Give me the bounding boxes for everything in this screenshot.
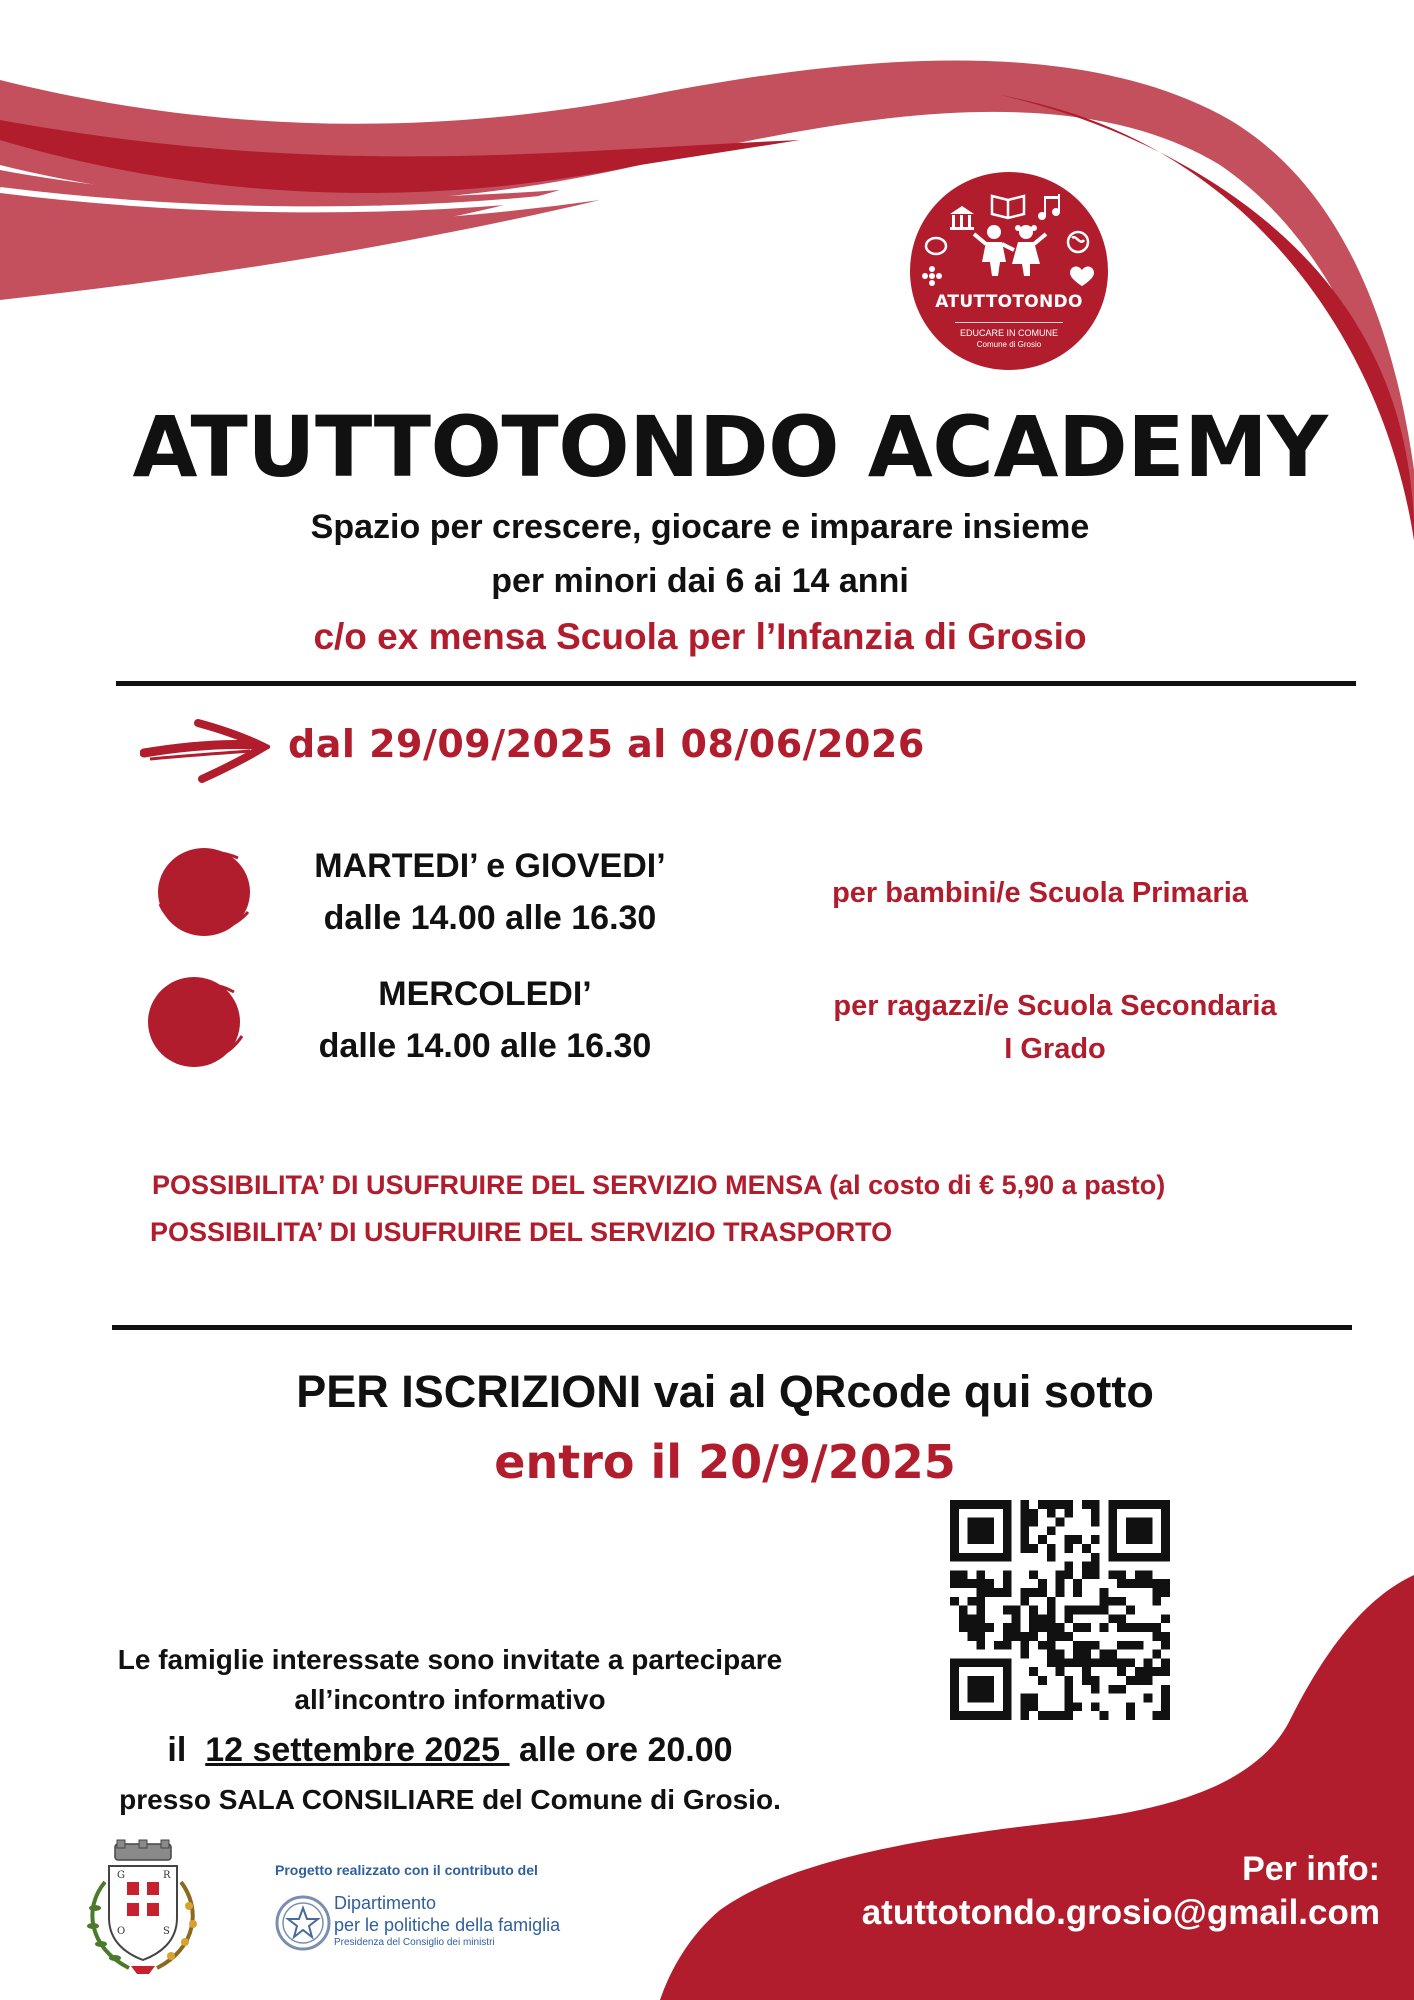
crest-letter-o: O [117, 1926, 126, 1937]
music-icon [1038, 194, 1060, 220]
meeting-line-1: Le famiglie interessate sono invitate a partecipare [117, 1644, 783, 1675]
enrollment-suffix: vai al QRcode qui sotto [641, 1366, 1154, 1417]
target-secondary-line-1: per ragazzi/e Scuola Secondaria [833, 990, 1277, 1022]
location-text: c/o ex mensa Scuola per l’Infanzia di Grosio [313, 616, 1087, 657]
sponsor-name-line-1: Dipartimento [334, 1893, 437, 1913]
sponsor-name-line-2: per le politiche della famiglia [334, 1915, 561, 1935]
enrollment-heading [120, 1366, 1330, 1418]
contact-email-link[interactable]: atuttotondo.grosio@gmail.com [861, 1893, 1380, 1932]
schedule-primary-hours: dalle 14.00 alle 16.30 [323, 899, 657, 937]
arrow-right-icon [140, 715, 270, 785]
logo-divider [955, 322, 1063, 323]
target-primary [760, 872, 1320, 915]
target-secondary [760, 985, 1350, 1071]
sponsor-intro: Progetto realizzato con il contributo del [275, 1862, 538, 1878]
meeting-time: alle ore 20.00 [509, 1731, 733, 1769]
qr-code[interactable] [950, 1500, 1170, 1720]
subtitle-line-1: Spazio per crescere, giocare e imparare insieme [310, 508, 1090, 546]
schedule-secondary-days: MERCOLEDI’ [378, 975, 592, 1013]
atuttotondo-logo [910, 172, 1108, 370]
red-dot-icon [148, 842, 258, 942]
crest-letter-r: R [163, 1870, 171, 1881]
divider-top [116, 681, 1356, 686]
schedule-secondary-hours: dalle 14.00 alle 16.30 [318, 1027, 652, 1065]
brain-icon [1068, 232, 1088, 252]
book-icon [992, 196, 1024, 218]
republic-emblem-icon [272, 1892, 334, 1954]
crest-letter-g: G [117, 1870, 125, 1881]
red-dot-icon [140, 972, 250, 1072]
heart-icon [1070, 266, 1094, 286]
enrollment-prefix: PER ISCRIZIONI [296, 1366, 642, 1417]
schedule-secondary [265, 968, 705, 1072]
crest-letter-s: S [163, 1926, 170, 1937]
meeting-line-2: all’incontro informativo [294, 1684, 606, 1715]
meeting-date-prefix: il [167, 1731, 206, 1769]
sponsor-government: Presidenza del Consiglio dei ministri [334, 1937, 495, 1948]
enrollment-deadline: entro il 20/9/2025 [494, 1435, 956, 1489]
subtitle-line-2: per minori dai 6 ai 14 anni [491, 562, 909, 600]
sponsor-name [334, 1892, 560, 1936]
contact-label: Per info: [1242, 1850, 1380, 1888]
meeting-place: presso SALA CONSILIARE del Comune di Grosio. [119, 1784, 781, 1815]
page-title: ATUTTOTONDO ACADEMY [132, 398, 1328, 496]
grosio-crest-icon [75, 1838, 210, 1978]
logo-municipality: Comune di Grosio [976, 340, 1042, 349]
building-icon [950, 206, 974, 230]
children-icon [974, 225, 1046, 276]
divider-bottom [112, 1325, 1352, 1330]
logo-name: ATUTTOTONDO [935, 292, 1083, 312]
schedule-primary [270, 840, 710, 944]
flower-icon [922, 266, 942, 286]
logo-tagline: EDUCARE IN COMUNE [959, 328, 1058, 338]
service-canteen: POSSIBILITA’ DI USUFRUIRE DEL SERVIZIO MENSA (al costo di € 5,90 a pasto) [152, 1170, 1166, 1200]
target-secondary-line-2: I Grado [1004, 1033, 1106, 1065]
palette-icon [926, 238, 946, 254]
meeting-date-line [50, 1722, 850, 1778]
target-primary-line-1: per bambini/e Scuola Primaria [832, 877, 1248, 909]
meeting-date: 12 settembre 2025 [205, 1731, 510, 1769]
service-transport: POSSIBILITA’ DI USUFRUIRE DEL SERVIZIO TRASPORTO [150, 1217, 893, 1247]
meeting-info [50, 1640, 850, 1822]
schedule-primary-days: MARTEDI’ e GIOVEDI’ [314, 847, 666, 885]
period-dates: dal 29/09/2025 al 08/06/2026 [288, 722, 925, 766]
